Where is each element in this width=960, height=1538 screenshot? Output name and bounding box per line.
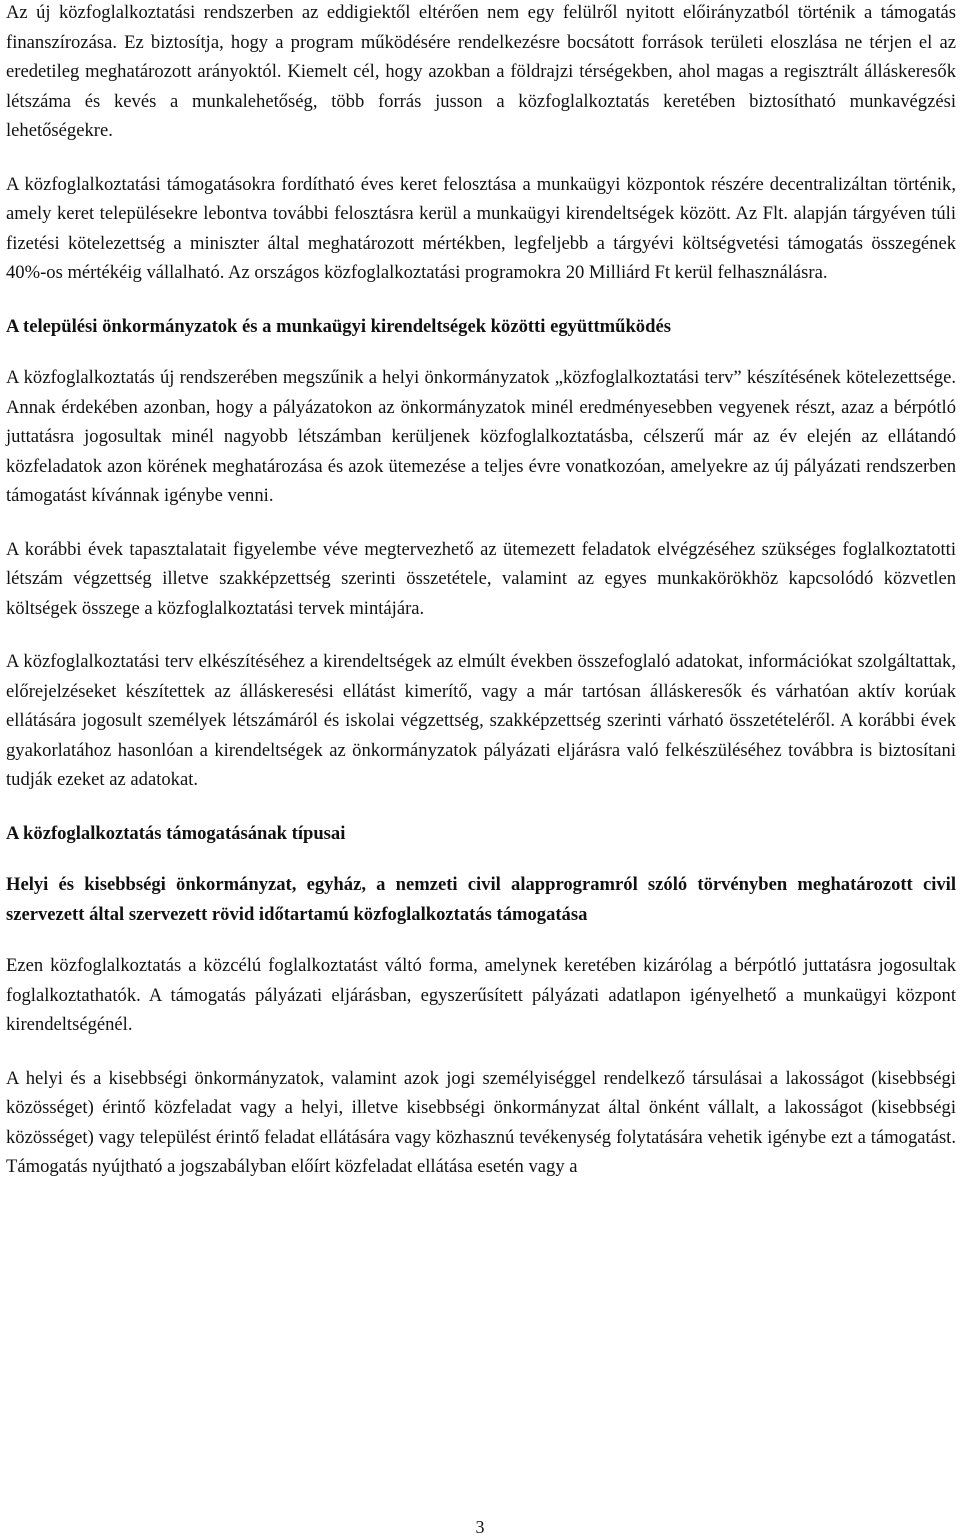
subsection-heading-short-term: Helyi és kisebbségi önkormányzat, egyház, a nemzeti civil alapprogramról szóló törvényben meghatározott civil szervezett által szervezett rövid időtartamú közfoglalkoztatás támogatása [6, 874, 956, 925]
page-number: 3 [475, 1517, 485, 1537]
paragraph-budget-allocation: A közfoglalkoztatási támogatásokra fordítható éves keret felosztása a munkaügyi központok részére decentralizáltan történik, amely keret településekre lebontva további felosztásra kerül a munkaügyi kirendeltségek között. Az Flt. alapján tárgyéven túli fizetési kötelezettség a miniszter által meghatározott mértékben, legfeljebb a tárgyévi költségvetési támogatás összegének 40%-os mértékéig vállalható. Az országos közfoglalkoztatási programokra 20 Milliárd Ft kerül felhasználásra. [6, 173, 956, 283]
document-page [6, 0, 956, 1206]
paragraph-previous-years: A korábbi évek tapasztalatait figyelembe véve megtervezhető az ütemezett feladatok elvégzéséhez szükséges foglalkoztatotti létszám végzettség illetve szakképzettség szerinti összetétele, valamint az egyes munkakörökhöz kapcsolódó közvetlen költségek összege a közfoglalkoztatási tervek mintájára. [6, 538, 956, 619]
section-heading-cooperation: A települési önkormányzatok és a munkaügyi kirendeltségek közötti együttműködés [6, 315, 671, 337]
paragraph-plan-preparation: A közfoglalkoztatási terv elkészítéséhez a kirendeltségek az elmúlt években összefoglaló adatokat, információkat szolgáltattak, előrejelzéseket készítettek az álláskeresési ellátást kimerítő, vagy a már tartósan álláskeresők és várhatóan aktív korúak ellátására jogosult személyek létszámáról és iskolai végzettség, szakképzettség szerinti várható összetételéről. A korábbi évek gyakorlatához hasonlóan a kirendeltségek az önkormányzatok pályázati eljárásra való felkészüléséhez továbbra is biztosítani tudják ezeket az adatokat. [6, 651, 956, 790]
paragraph-new-system: A közfoglalkoztatás új rendszerében megszűnik a helyi önkormányzatok „közfoglalkoztatási terv” készítésének kötelezettsége. Annak érdekében azonban, hogy a pályázatokon az önkormányzatok minél eredményesebben vegyenek részt, azaz a bérpótló juttatásra jogosultak minél nagyobb létszámban kerüljenek közfoglalkoztatásba, célszerű már az év elején az ellátandó közfeladatok azon körének meghatározása és azok ütemezése a teljes évre vonatkozóan, amelyekre az új pályázati rendszerben támogatást kívánnak igénybe venni. [6, 367, 956, 506]
paragraph-funding-system: Az új közfoglalkoztatási rendszerben az eddigiektől eltérően nem egy felülről nyitott előirányzatból történik a támogatás finanszírozása. Ez biztosítja, hogy a program működésére rendelkezésre bocsátott források területi eloszlása ne térjen el az eredetileg meghatározott arányoktól. Kiemelt cél, hogy azokban a földrajzi térségekben, ahol magas a regisztrált álláskeresők létszáma és kevés a munkalehetőség, több forrás jusson a közfoglalkoztatás keretében biztosítható munkavégzési lehetőségekre. [6, 2, 956, 141]
paragraph-short-term-form: Ezen közfoglalkoztatás a közcélú foglalkoztatást váltó forma, amelynek keretében kizárólag a bérpótló juttatásra jogosultak foglalkoztathatók. A támogatás pályázati eljárásban, egyszerűsített pályázati adatlapon igényelhető a munkaügyi központ kirendeltségénél. [6, 955, 956, 1035]
paragraph-local-governments: A helyi és a kisebbségi önkormányzatok, valamint azok jogi személyiséggel rendelkező társulásai a lakosságot (kisebbségi közösséget) érintő közfeladat vagy a helyi, illetve kisebbségi önkormányzat által önként vállalt, a lakosságot (kisebbségi közösséget) vagy települést érintő feladat ellátására vagy közhasznú tevékenység folytatására vehetik igénybe ezt a támogatást. Támogatás nyújtható a jogszabályban előírt közfeladat ellátása esetén vagy a [6, 1067, 956, 1177]
section-heading-support-types: A közfoglalkoztatás támogatásának típusai [6, 822, 346, 844]
